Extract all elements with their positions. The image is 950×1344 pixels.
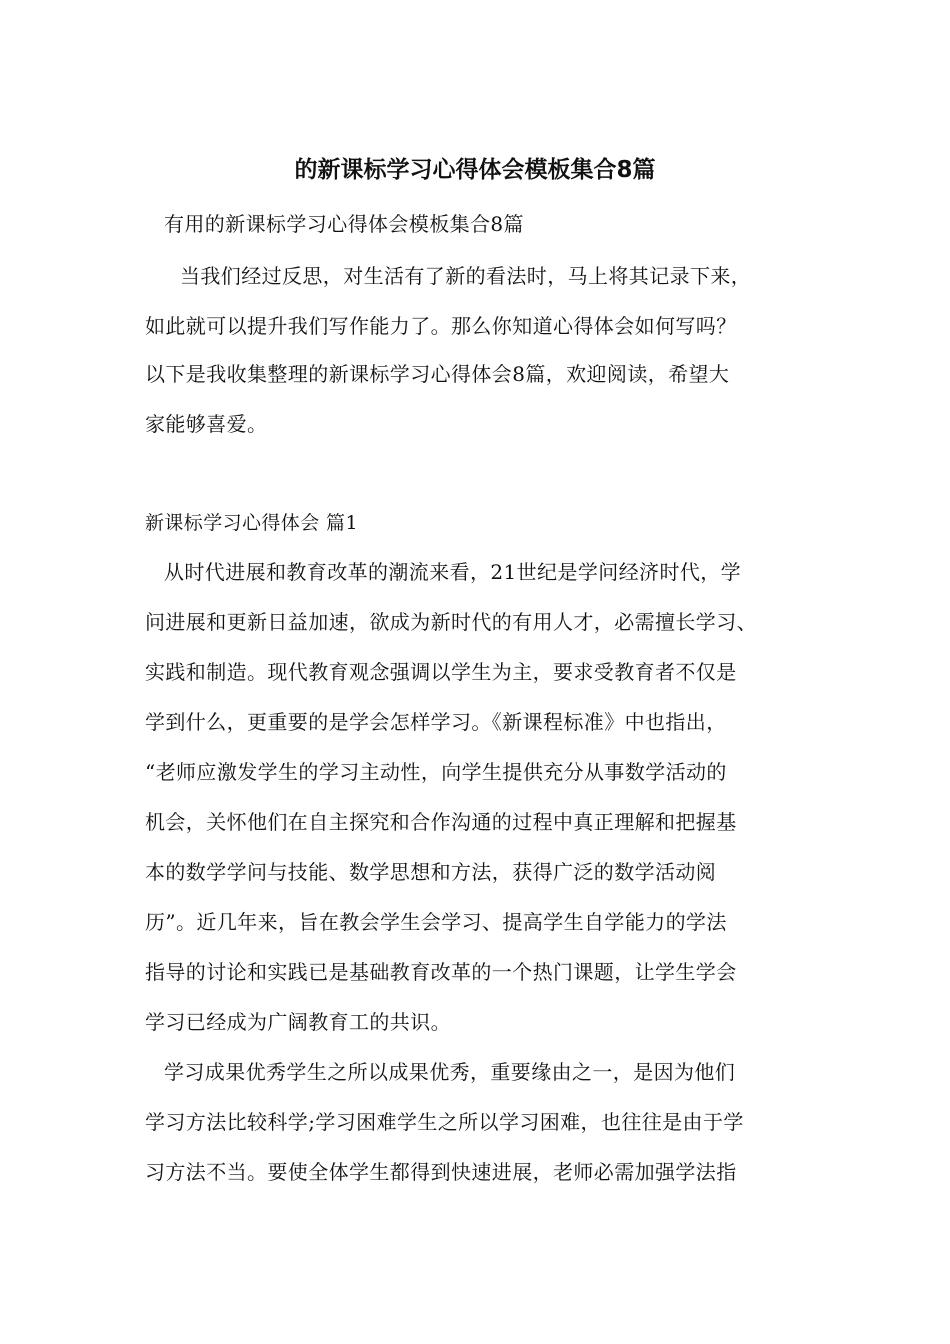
text-line: 从时代进展和教育改革的潮流来看，21世纪是学问经济时代，学 <box>164 560 742 584</box>
text-line: 以下是我收集整理的新课标学习心得体会8篇，欢迎阅读，希望大 <box>145 362 730 386</box>
text-line: 学习成果优秀学生之所以成果优秀，重要缘由之一，是因为他们 <box>164 1060 736 1084</box>
text-line: 当我们经过反思，对生活有了新的看法时，马上将其记录下来， <box>180 264 752 288</box>
subtitle-line: 有用的新课标学习心得体会模板集合8篇 <box>164 212 524 236</box>
document-title: 的新课标学习心得体会模板集合8篇 <box>294 157 656 183</box>
text-line: 习方法不当。要使全体学生都得到快速进展，老师必需加强学法指 <box>145 1160 737 1184</box>
text-line: 问进展和更新日益加速，欲成为新时代的有用人才，必需擅长学习、 <box>145 610 757 634</box>
text-line: 本的数学学问与技能、数学思想和方法，获得广泛的数学活动阅 <box>145 860 717 884</box>
text-line: 如此就可以提升我们写作能力了。那么你知道心得体会如何写吗？ <box>145 314 737 338</box>
text-line: 指导的讨论和实践已是基础教育改革的一个热门课题，让学生学会 <box>145 960 737 984</box>
text-line: 实践和制造。现代教育观念强调以学生为主，要求受教育者不仅是 <box>145 660 737 684</box>
text-line: 历”。近几年来，旨在教会学生会学习、提高学生自学能力的学法 <box>145 910 727 934</box>
text-line: 家能够喜爱。 <box>145 412 268 436</box>
section-heading: 新课标学习心得体会 篇1 <box>145 512 358 534</box>
text-line: “老师应激发学生的学习主动性，向学生提供充分从事数学活动的 <box>145 760 727 784</box>
text-line: 学习已经成为广阔教育工的共识。 <box>145 1010 451 1034</box>
text-line: 学到什么，更重要的是学会怎样学习。《新课程标准》中也指出， <box>145 710 727 734</box>
text-line: 学习方法比较科学;学习困难学生之所以学习困难，也往往是由于学 <box>145 1110 744 1134</box>
text-line: 机会，关怀他们在自主探究和合作沟通的过程中真正理解和把握基 <box>145 810 737 834</box>
